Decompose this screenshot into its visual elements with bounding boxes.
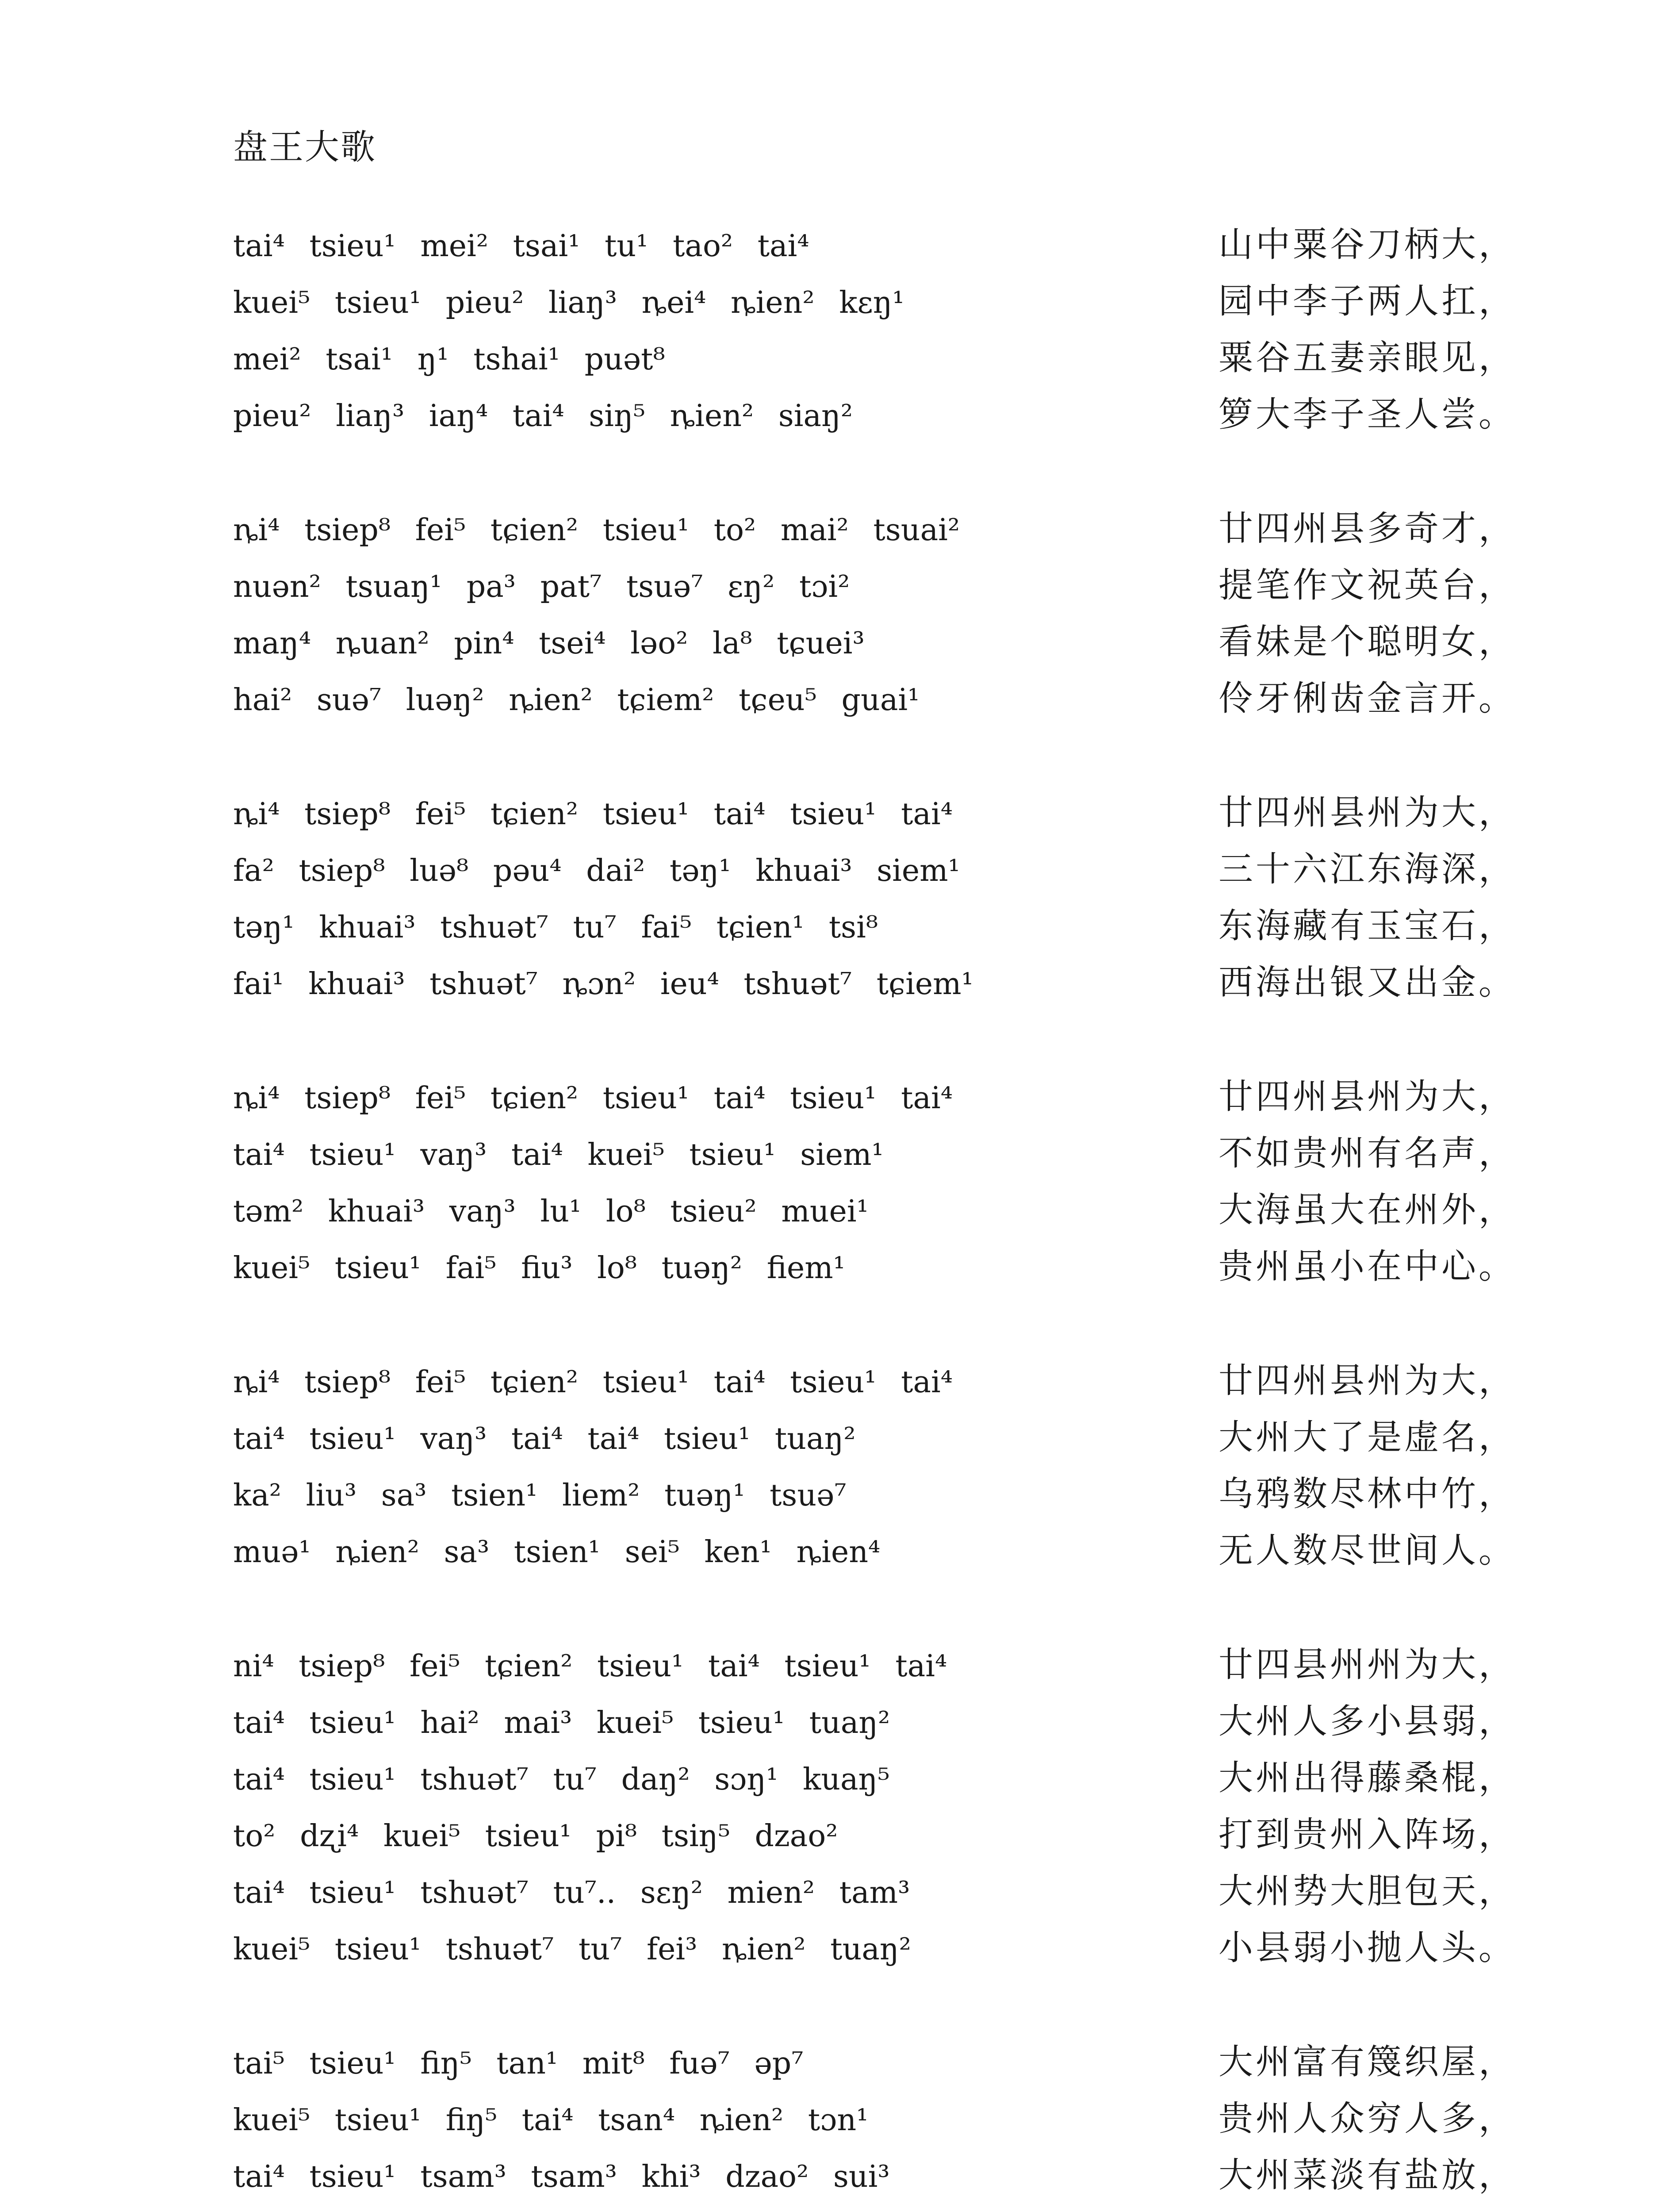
romanization-text: ȵi⁴ tsiep⁸ fei⁵ tɕien² tsieu¹ tai⁴ tsieu¹ tai⁴ bbox=[233, 1081, 953, 1116]
verse-line bbox=[233, 898, 1516, 955]
verse-line bbox=[233, 1637, 1516, 1694]
verse-line bbox=[233, 273, 1516, 330]
romanization-text: muə¹ ȵien² sa³ tsien¹ sei⁵ ken¹ ȵien⁴ bbox=[233, 1535, 881, 1570]
romanization-text: kuei⁵ tsieu¹ tshuət⁷ tu⁷ fei³ ȵien² tuaŋ² bbox=[233, 1932, 911, 1967]
romanization-text: to² dʐi⁴ kuei⁵ tsieu¹ pi⁸ tsiŋ⁵ dzao² bbox=[233, 1819, 838, 1854]
chinese-translation: 大州菜淡有盐放， bbox=[1218, 2155, 1516, 2195]
verse-line bbox=[233, 557, 1516, 614]
romanization-text: fa² tsiep⁸ luə⁸ pəu⁴ dai² təŋ¹ khuai³ siem¹ bbox=[233, 853, 960, 888]
chinese-translation: 廿四县州州为大， bbox=[1218, 1645, 1516, 1685]
stanza bbox=[233, 785, 1516, 1011]
chinese-translation: 提笔作文祝英台， bbox=[1218, 565, 1516, 605]
romanization-text: ka² liu³ sa³ tsien¹ liem² tuəŋ¹ tsuə⁷ bbox=[233, 1478, 847, 1513]
chinese-translation: 伶牙俐齿金言开。 bbox=[1218, 679, 1516, 718]
romanization-text: tai⁴ tsieu¹ hai² mai³ kuei⁵ tsieu¹ tuaŋ² bbox=[233, 1705, 890, 1740]
verse-line bbox=[233, 614, 1516, 671]
verse-line bbox=[233, 1239, 1516, 1295]
chinese-translation: 粟谷五妻亲眼见， bbox=[1218, 338, 1516, 378]
romanization-text: kuei⁵ tsieu¹ fai⁵ fiu³ lo⁸ tuəŋ² fiem¹ bbox=[233, 1251, 846, 1286]
chinese-translation: 西海出银又出金。 bbox=[1218, 963, 1516, 1002]
verse-line bbox=[233, 955, 1516, 1011]
verse-line bbox=[233, 1125, 1516, 1182]
chinese-translation: 廿四州县州为大， bbox=[1218, 1077, 1516, 1117]
chinese-translation: 三十六江东海深， bbox=[1218, 849, 1516, 889]
chinese-translation: 箩大李子圣人尝。 bbox=[1218, 395, 1516, 434]
romanization-text: ȵi⁴ tsiep⁸ fei⁵ tɕien² tsieu¹ tai⁴ tsieu¹ tai⁴ bbox=[233, 797, 953, 832]
verse-line bbox=[233, 1409, 1516, 1466]
verse-line bbox=[233, 1069, 1516, 1125]
verse-line bbox=[233, 2147, 1516, 2204]
chinese-translation: 大州势大胆包天， bbox=[1218, 1871, 1516, 1911]
page-title: 盘王大歌 bbox=[233, 127, 377, 167]
verse-line bbox=[233, 1863, 1516, 1920]
romanization-text: tai⁴ tsieu¹ tsam³ tsam³ khi³ dzao² sui³ bbox=[233, 2159, 890, 2194]
song-content bbox=[233, 217, 1516, 2212]
romanization-text: tai⁵ tsieu¹ fiŋ⁵ tan¹ mit⁸ fuə⁷ əp⁷ bbox=[233, 2046, 804, 2081]
romanization-text: pieu² liaŋ³ iaŋ⁴ tai⁴ siŋ⁵ ȵien² siaŋ² bbox=[233, 399, 853, 434]
verse-line bbox=[233, 1694, 1516, 1750]
verse-line bbox=[233, 785, 1516, 841]
stanza bbox=[233, 217, 1516, 443]
chinese-translation: 东海藏有玉宝石， bbox=[1218, 906, 1516, 946]
chinese-translation: 乌鸦数尽林中竹， bbox=[1218, 1474, 1516, 1514]
verse-line bbox=[233, 671, 1516, 727]
verse-line bbox=[233, 501, 1516, 557]
stanza bbox=[233, 2034, 1516, 2204]
romanization-text: təm² khuai³ vaŋ³ lu¹ lo⁸ tsieu² muei¹ bbox=[233, 1194, 869, 1229]
chinese-translation: 廿四州县州为大， bbox=[1218, 793, 1516, 833]
romanization-text: kuei⁵ tsieu¹ pieu² liaŋ³ ȵei⁴ ȵien² kɛŋ¹ bbox=[233, 285, 904, 320]
chinese-translation: 廿四州县州为大， bbox=[1218, 1361, 1516, 1401]
chinese-translation: 打到贵州入阵场， bbox=[1218, 1815, 1516, 1855]
chinese-translation: 贵州人众穷人多， bbox=[1218, 2099, 1516, 2139]
romanization-text: tai⁴ tsieu¹ vaŋ³ tai⁴ kuei⁵ tsieu¹ siem¹ bbox=[233, 1137, 884, 1172]
romanization-text: ȵi⁴ tsiep⁸ fei⁵ tɕien² tsieu¹ to² mai² tsuai² bbox=[233, 513, 960, 548]
stanza bbox=[233, 1069, 1516, 1295]
chinese-translation: 大海虽大在州外， bbox=[1218, 1190, 1516, 1230]
verse-line bbox=[233, 2034, 1516, 2091]
romanization-text: tai⁴ tsieu¹ tshuət⁷ tu⁷ daŋ² sɔŋ¹ kuaŋ⁵ bbox=[233, 1762, 890, 1797]
verse-line bbox=[233, 217, 1516, 273]
romanization-text: nuən² tsuaŋ¹ pa³ pat⁷ tsuə⁷ ɛŋ² tɔi² bbox=[233, 569, 850, 604]
romanization-text: maŋ⁴ ȵuan² pin⁴ tsei⁴ ləo² la⁸ tɕuei³ bbox=[233, 626, 865, 661]
chinese-translation: 大州大了是虚名， bbox=[1218, 1417, 1516, 1457]
romanization-text: tai⁴ tsieu¹ tshuət⁷ tu⁷.. sɛŋ² mien² tam³ bbox=[233, 1875, 910, 1910]
verse-line bbox=[233, 1750, 1516, 1807]
verse-line bbox=[233, 1523, 1516, 1579]
chinese-translation: 无人数尽世间人。 bbox=[1218, 1531, 1516, 1571]
verse-line bbox=[233, 1182, 1516, 1239]
romanization-text: ni⁴ tsiep⁸ fei⁵ tɕien² tsieu¹ tai⁴ tsieu¹ tai⁴ bbox=[233, 1649, 947, 1684]
chinese-translation: 小县弱小抛人头。 bbox=[1218, 1928, 1516, 1968]
verse-line bbox=[233, 330, 1516, 387]
chinese-translation: 看妹是个聪明女， bbox=[1218, 622, 1516, 662]
chinese-translation: 园中李子两人扛， bbox=[1218, 281, 1516, 321]
verse-line bbox=[233, 2091, 1516, 2147]
chinese-translation: 大州出得藤桑棍， bbox=[1218, 1758, 1516, 1798]
chinese-translation: 山中粟谷刀柄大， bbox=[1218, 225, 1516, 265]
romanization-text: ȵi⁴ tsiep⁸ fei⁵ tɕien² tsieu¹ tai⁴ tsieu¹ tai⁴ bbox=[233, 1365, 953, 1400]
chinese-translation: 贵州虽小在中心。 bbox=[1218, 1247, 1516, 1286]
verse-line bbox=[233, 1920, 1516, 1977]
chinese-translation: 不如贵州有名声， bbox=[1218, 1133, 1516, 1173]
romanization-text: kuei⁵ tsieu¹ fiŋ⁵ tai⁴ tsan⁴ ȵien² tɔn¹ bbox=[233, 2103, 869, 2138]
verse-line bbox=[233, 1466, 1516, 1523]
romanization-text: fai¹ khuai³ tshuət⁷ ȵɔn² ieu⁴ tshuət⁷ tɕiem¹ bbox=[233, 967, 973, 1002]
verse-line bbox=[233, 841, 1516, 898]
verse-line bbox=[233, 1353, 1516, 1409]
chinese-translation: 廿四州县多奇才， bbox=[1218, 509, 1516, 549]
romanization-text: təŋ¹ khuai³ tshuət⁷ tu⁷ fai⁵ tɕien¹ tsi⁸ bbox=[233, 910, 878, 945]
romanization-text: tai⁴ tsieu¹ vaŋ³ tai⁴ tai⁴ tsieu¹ tuaŋ² bbox=[233, 1421, 856, 1456]
chinese-translation: 大州人多小县弱， bbox=[1218, 1701, 1516, 1741]
romanization-text: mei² tsai¹ ŋ¹ tshai¹ puət⁸ bbox=[233, 342, 665, 377]
stanza bbox=[233, 1353, 1516, 1579]
verse-line bbox=[233, 1807, 1516, 1863]
chinese-translation: 大州富有篾织屋， bbox=[1218, 2042, 1516, 2082]
stanza bbox=[233, 1637, 1516, 1977]
verse-line bbox=[233, 387, 1516, 443]
romanization-text: hai² suə⁷ luəŋ² ȵien² tɕiem² tɕeu⁵ guai¹ bbox=[233, 683, 920, 718]
romanization-text: tai⁴ tsieu¹ mei² tsai¹ tu¹ tao² tai⁴ bbox=[233, 229, 809, 264]
stanza bbox=[233, 501, 1516, 727]
